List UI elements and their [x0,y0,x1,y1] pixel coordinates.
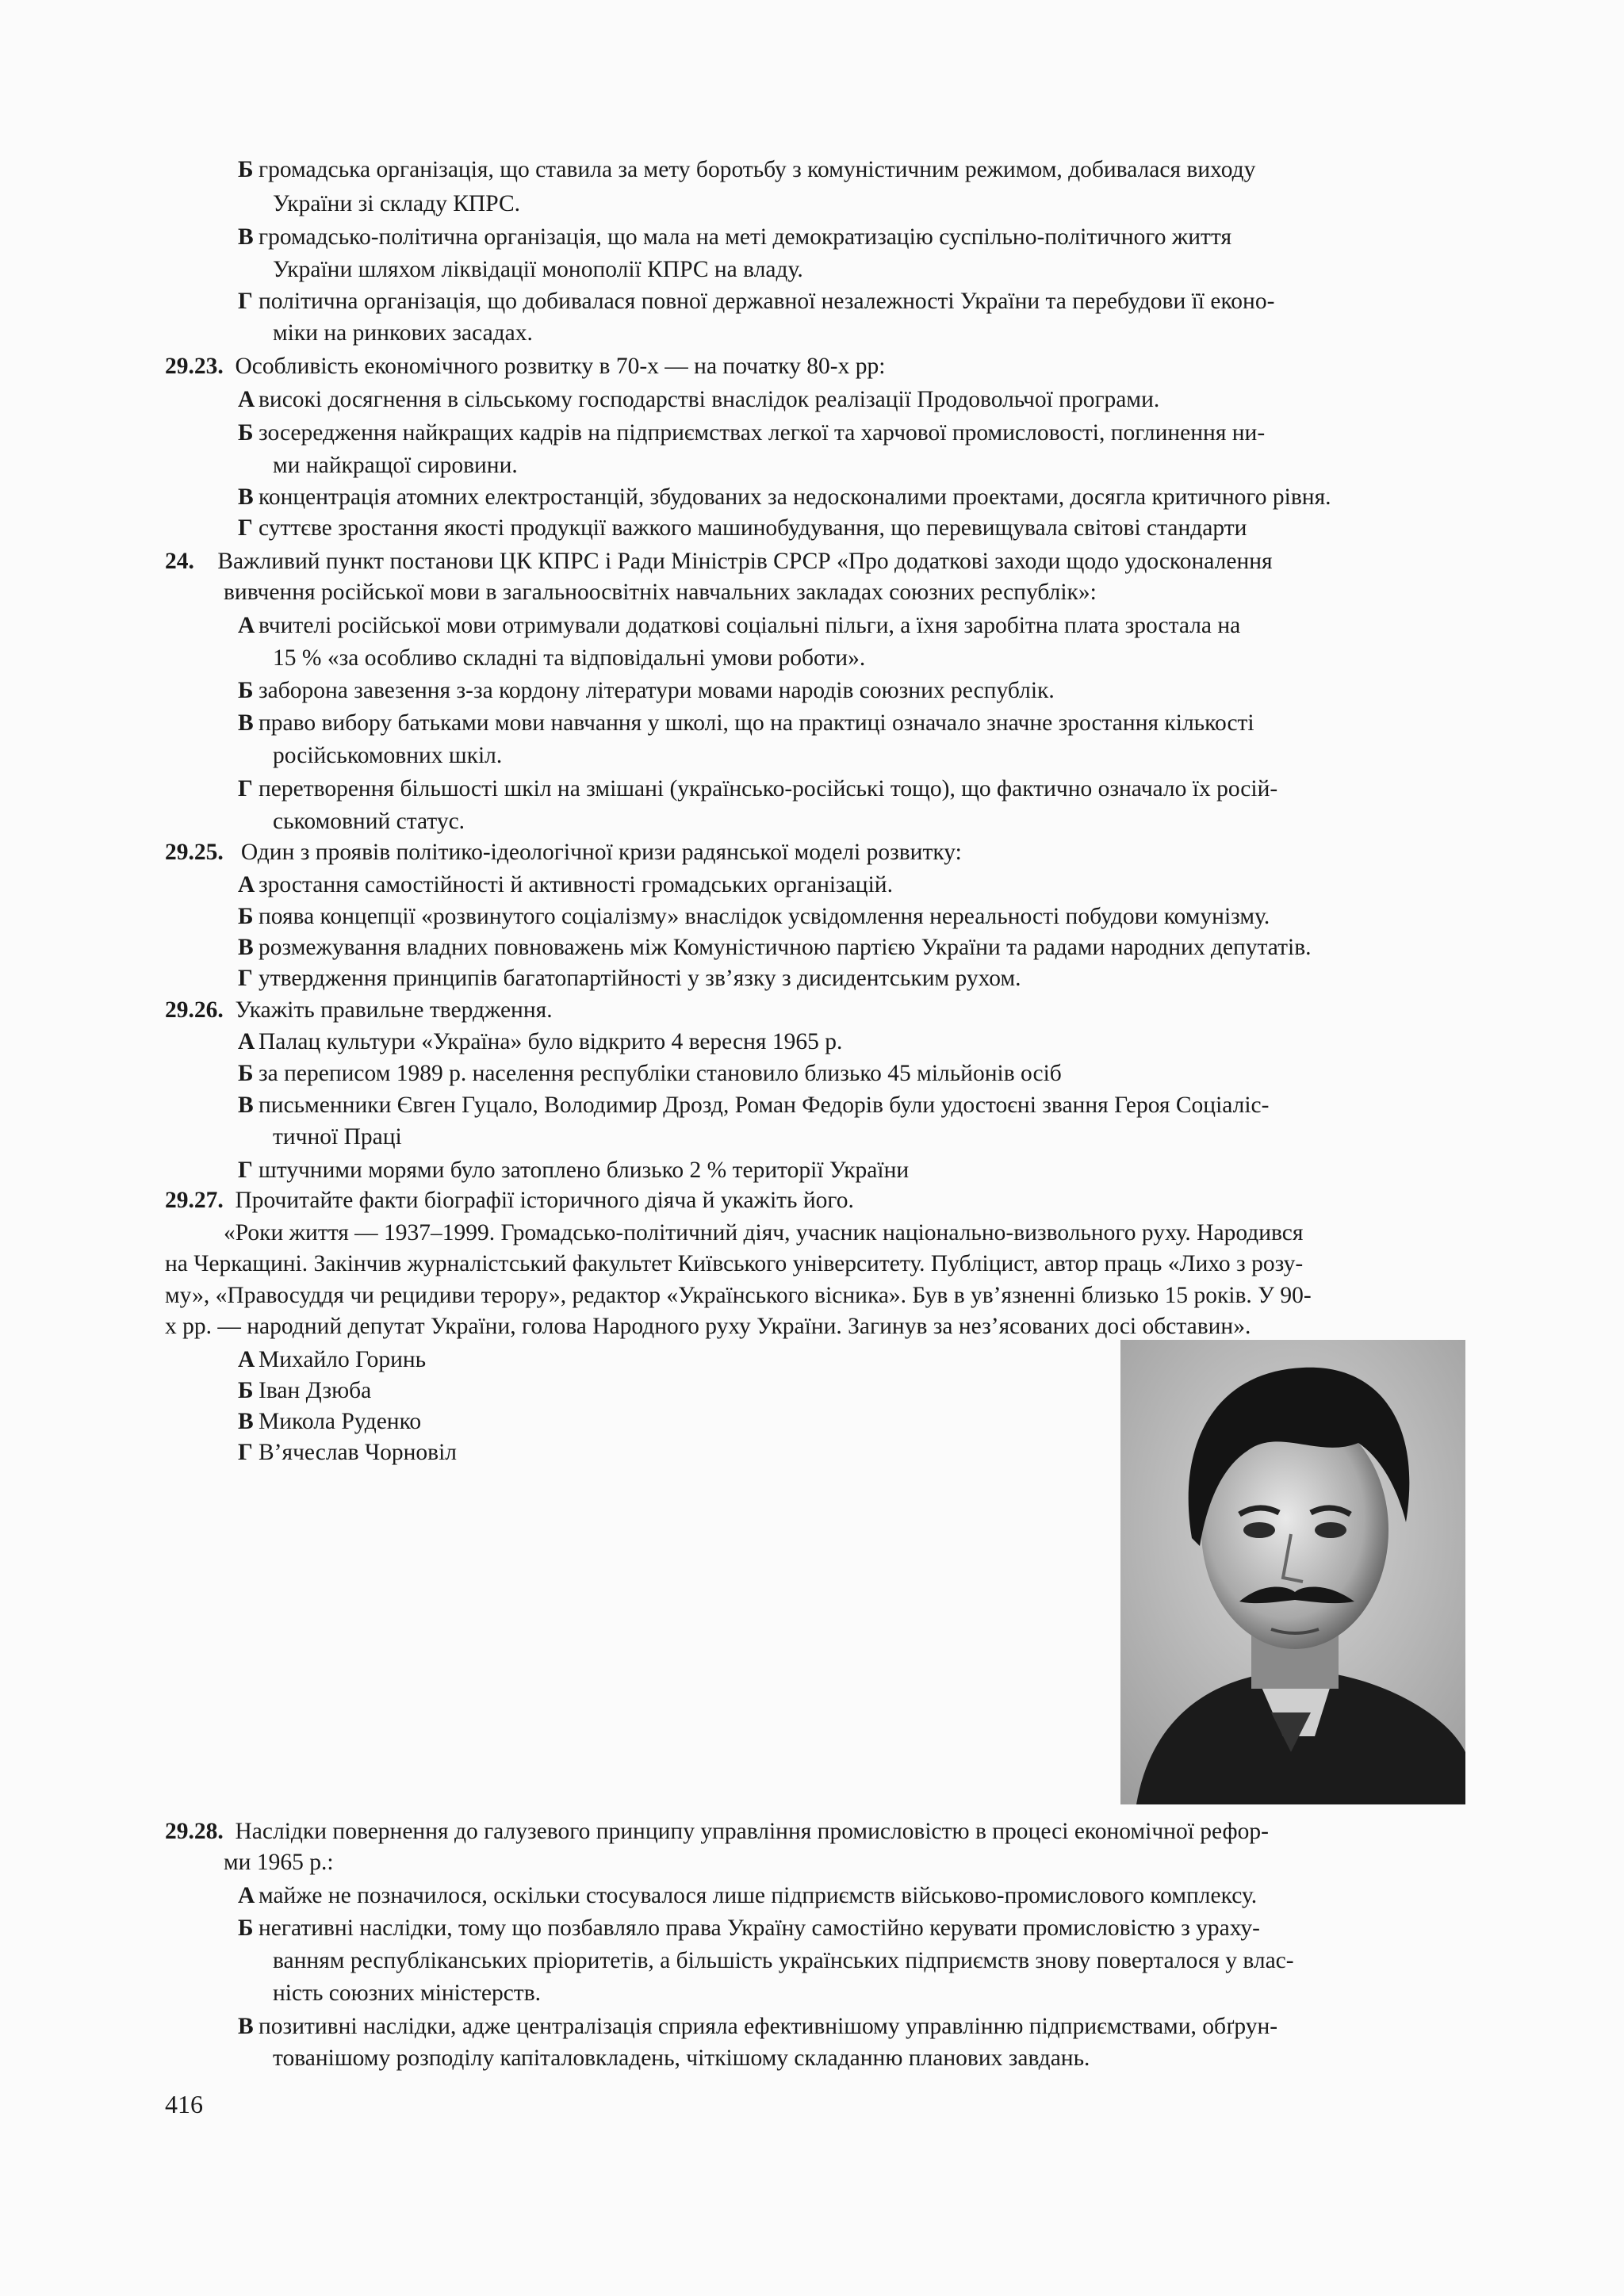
q24-option-v-line1: В право вибору батьками мови навчання у школі, що на практиці означало значне зростання кількості [238,710,1254,736]
q24-option-v-line2: російськомовних шкіл. [273,743,503,768]
q28-option-v-line2: тованішому розподілу капіталовкладень, чіткішому складанню планових завдань. [273,2045,1090,2071]
q22-option-v-line1: В громадсько-політична організація, що мала на меті демократизацію суспільно-політичного життя [238,224,1232,250]
q28-stem-line2: ми 1965 р.: [224,1850,334,1875]
q28-option-b-line2: ванням республіканських пріоритетів, а більшість українських підприємств знову поверталося у влас- [273,1948,1294,1973]
q22-option-g-line1: Г політична організація, що добивалася повної державної незалежності України та перебудови її еконо- [238,289,1275,314]
q24-option-a-line1: А вчителі російської мови отримували додаткові соціальні пільги, а їхня заробітна плата зростала на [238,613,1241,638]
q24-option-g-line1: Г перетворення більшості шкіл на змішані (українсько-російські тощо), що фактично означало їх росій- [238,776,1278,802]
q26-option-b: Б за переписом 1989 р. населення республіки становило близько 45 мільйонів осіб [238,1061,1062,1086]
q28-stem-line1: 29.28. Наслідки повернення до галузевого принципу управління промисловістю в процесі економічної рефор- [165,1819,1269,1844]
q25-option-a: А зростання самостійності й активності громадських організацій. [238,872,893,897]
q23-option-g: Г суттєве зростання якості продукції важкого машинобудування, що перевищувала світові стандарти [238,515,1247,541]
q23-stem: 29.23. Особливість економічного розвитку в 70-х — на початку 80-х рр: [165,354,886,379]
q24-stem-line1: 24. Важливий пункт постанови ЦК КПРС і Ради Міністрів СРСР «Про додаткові заходи щодо удосконалення [165,549,1273,574]
portrait-photo [1120,1340,1465,1804]
q28-option-b-line1: Б негативні наслідки, тому що позбавляло права Україну самостійно керувати промисловістю з ураху- [238,1915,1260,1941]
q25-option-b: Б поява концепції «розвинутого соціалізму» внаслідок усвідомлення нереальності побудови комунізму. [238,904,1270,929]
q23-option-b-line1: Б зосередження найкращих кадрів на підприємствах легкої та харчової промисловості, поглинення ни- [238,420,1266,446]
q27-option-a: А Михайло Горинь [238,1347,427,1372]
q25-stem: 29.25. Один з проявів політико-ідеологічної кризи радянської моделі розвитку: [165,840,962,865]
q22-option-b-line2: України зі складу КПРС. [273,191,521,216]
q24-option-b: Б заборона завезення з-за кордону літератури мовами народів союзних республік. [238,678,1055,703]
q26-stem: 29.26. Укажіть правильне твердження. [165,997,553,1023]
q23-option-a: А високі досягнення в сільському господарстві внаслідок реалізації Продовольчої програми. [238,387,1160,412]
q27-option-b: Б Іван Дзюба [238,1378,372,1403]
q28-option-b-line3: ність союзних міністерств. [273,1980,541,2006]
q27-quote-line1: «Роки життя — 1937–1999. Громадсько-політичний діяч, учасник національно-визвольного руху. Народився [224,1220,1304,1246]
q24-option-g-line2: ськомовний статус. [273,809,465,834]
q25-option-v: В розмежування владних повноважень між Комуністичною партією України та радами народних депутатів. [238,935,1312,960]
q27-option-v: В Микола Руденко [238,1409,422,1434]
q24-stem-line2: вивчення російської мови в загальноосвітніх навчальних закладах союзних республік»: [224,580,1097,605]
q26-option-a: А Палац культури «Україна» було відкрито 4 вересня 1965 р. [238,1029,843,1054]
q27-stem: 29.27. Прочитайте факти біографії історичного діяча й укажіть його. [165,1188,854,1213]
q23-option-b-line2: ми найкращої сировини. [273,453,518,478]
q26-option-g: Г штучними морями було затоплено близько 2 % території України [238,1158,910,1183]
q22-option-b-line1: Б громадська організація, що ставила за мету боротьбу з комуністичним режимом, добивалася виходу [238,157,1256,182]
q26-option-v-line2: тичної Праці [273,1124,402,1150]
q27-quote-line3: му», «Правосуддя чи рецидиви терору», редактор «Українського вісника». Був в ув’язненні близько 15 років. У 90- [165,1283,1312,1308]
q25-option-g: Г утвердження принципів багатопартійності у зв’язку з дисидентським рухом. [238,966,1021,991]
q24-option-a-line2: 15 % «за особливо складні та відповідальні умови роботи». [273,645,866,671]
q27-quote-line4: х рр. — народний депутат України, голова Народного руху України. Загинув за нез’ясованих досі обставин». [165,1314,1251,1339]
q28-option-v-line1: В позитивні наслідки, адже централізація сприяла ефективнішому управлінню підприємствами, обґрун- [238,2014,1278,2039]
q23-option-v: В концентрація атомних електростанцій, збудованих за недосконалими проектами, досягла критичного рівня. [238,484,1331,510]
q27-quote-line2: на Черкащині. Закінчив журналістський факультет Київського університету. Публіцист, автор праць «Лихо з розу- [165,1251,1304,1276]
q22-option-v-line2: України шляхом ліквідації монополії КПРС на владу. [273,257,803,282]
q27-option-g: Г В’ячеслав Чорновіл [238,1440,458,1465]
q26-option-v-line1: В письменники Євген Гуцало, Володимир Дрозд, Роман Федорів були удостоєні звання Героя Соціаліс- [238,1093,1270,1118]
page-number: 416 [165,2090,203,2118]
q22-option-g-line2: міки на ринкових засадах. [273,320,533,346]
q28-option-a: А майже не позначилося, оскільки стосувалося лише підприємств військово-промислового комплексу. [238,1883,1258,1908]
